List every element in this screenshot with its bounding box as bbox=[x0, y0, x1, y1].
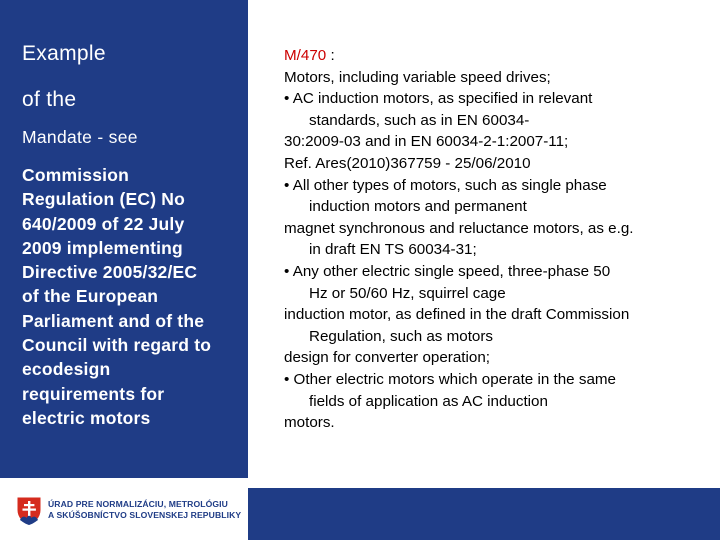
slovak-crest-icon bbox=[16, 496, 42, 526]
text-line: Motors, including variable speed drives; bbox=[284, 68, 551, 86]
text-line: design for converter operation; bbox=[284, 349, 490, 367]
mandate-code: M/470 bbox=[284, 47, 327, 64]
mandate-title bbox=[284, 45, 709, 67]
text-line: induction motors and permanent bbox=[309, 198, 527, 216]
bullet-line: • AC induction motors, as specified in relevant bbox=[284, 90, 593, 108]
regulation-line: Parliament and of the bbox=[22, 310, 205, 331]
text-line: Ref. Ares(2010)367759 - 25/06/2010 bbox=[284, 154, 531, 172]
text-line: Hz or 50/60 Hz, squirrel cage bbox=[309, 284, 506, 302]
regulation-line: Council with regard to bbox=[22, 335, 212, 356]
mandate-colon: : bbox=[326, 47, 335, 64]
regulation-line: 640/2009 of 22 July bbox=[22, 213, 185, 234]
text-line: fields of application as AC induction bbox=[309, 392, 548, 410]
left-panel bbox=[0, 0, 248, 478]
heading-mandate-see: Mandate - see bbox=[22, 127, 138, 147]
regulation-line: ecodesign bbox=[22, 359, 111, 380]
footer-blue-band bbox=[248, 488, 720, 540]
heading-example: Example bbox=[22, 42, 106, 65]
heading-of-the: of the bbox=[22, 88, 77, 111]
regulation-line: requirements for bbox=[22, 383, 165, 404]
regulation-line: Commission bbox=[22, 165, 130, 185]
regulation-line: electric motors bbox=[22, 407, 151, 428]
mandate-description bbox=[284, 45, 709, 434]
text-line: in draft EN TS 60034-31; bbox=[309, 241, 477, 259]
text-line: standards, such as in EN 60034- bbox=[309, 111, 530, 129]
bullet-line: • Any other electric single speed, three-phase 50 bbox=[284, 262, 611, 280]
org-name-line: A SKÚŠOBNÍCTVO SLOVENSKEJ REPUBLIKY bbox=[48, 510, 242, 520]
regulation-reference bbox=[22, 163, 244, 430]
regulation-line: 2009 implementing bbox=[22, 237, 183, 258]
regulation-line: Regulation (EC) No bbox=[22, 189, 186, 210]
text-line: magnet synchronous and reluctance motors, as e.g. bbox=[284, 219, 634, 237]
text-line: induction motor, as defined in the draft Commission bbox=[284, 306, 630, 324]
bullet-line: • Other electric motors which operate in the same bbox=[284, 370, 616, 388]
organization-name bbox=[48, 499, 241, 521]
regulation-line: of the European bbox=[22, 286, 159, 307]
text-line: 30:2009-03 and in EN 60034-2-1:2007-11; bbox=[284, 133, 569, 151]
bullet-line: • All other types of motors, such as single phase bbox=[284, 176, 607, 194]
text-line: Regulation, such as motors bbox=[309, 327, 494, 345]
text-line: motors. bbox=[284, 414, 335, 432]
regulation-line: Directive 2005/32/EC bbox=[22, 262, 198, 283]
org-name-line: ÚRAD PRE NORMALIZÁCIU, METROLÓGIU bbox=[48, 499, 228, 509]
footer-bar bbox=[0, 478, 720, 540]
